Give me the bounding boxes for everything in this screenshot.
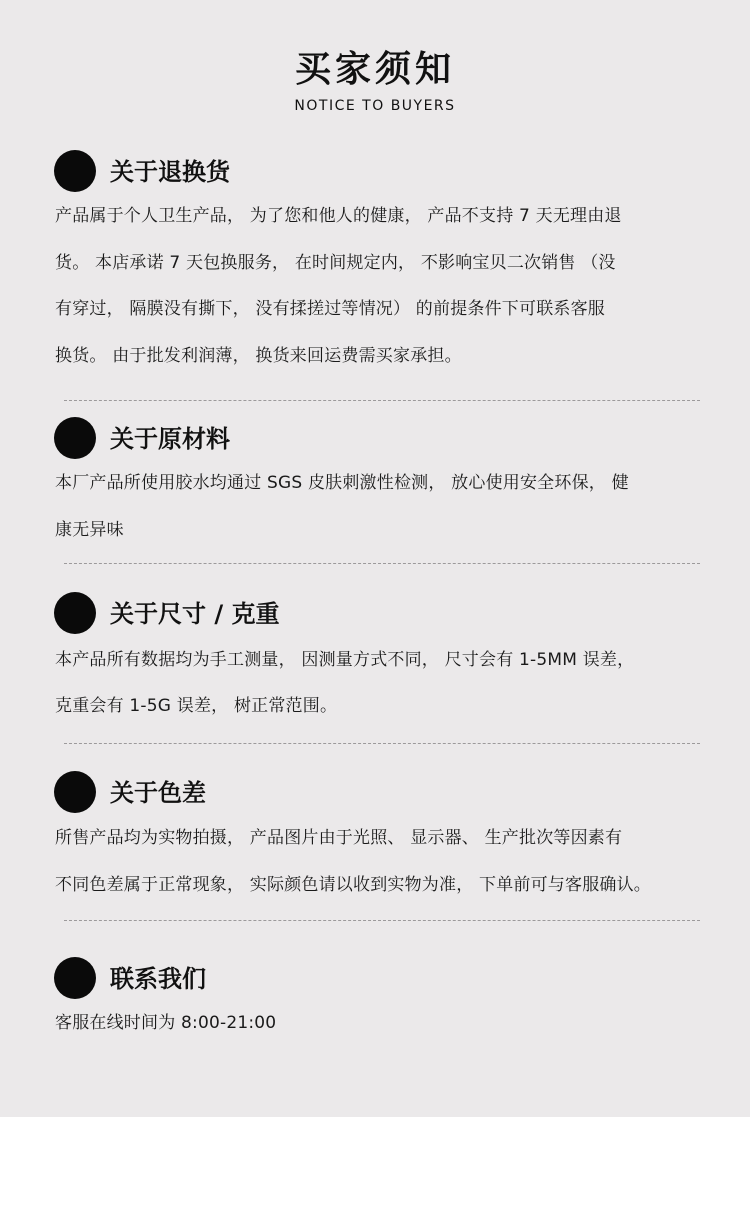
section-title: 关于退换货: [110, 158, 230, 186]
section-text-line: 有穿过， 隔膜没有撕下， 没有揉搓过等情况） 的前提条件下可联系客服: [55, 299, 606, 319]
section-text-line: 不同色差属于正常现象， 实际颜色请以收到实物为准， 下单前可与客服确认。: [55, 875, 652, 895]
dashed-divider: [64, 563, 700, 564]
dashed-divider: [64, 400, 700, 401]
page-title: 买家须知: [294, 49, 455, 90]
section-text-line: 产品属于个人卫生产品， 为了您和他人的健康， 产品不支持 7 天无理由退: [55, 206, 622, 226]
bullet-dot-icon: [54, 150, 96, 192]
section-text-line: 克重会有 1-5G 误差， 树正常范围。: [55, 696, 338, 716]
bullet-dot-icon: [54, 592, 96, 634]
section-text-line: 康无异味: [55, 520, 124, 540]
bullet-dot-icon: [54, 417, 96, 459]
section-text-line: 本产品所有数据均为手工测量， 因测量方式不同， 尺寸会有 1-5MM 误差，: [55, 650, 635, 670]
contact-hours-text: 客服在线时间为 8:00-21:00: [55, 1013, 277, 1033]
section-title: 关于原材料: [110, 425, 230, 453]
dashed-divider: [64, 743, 700, 744]
bullet-dot-icon: [54, 957, 96, 999]
section-title: 关于色差: [110, 779, 206, 807]
section-text-line: 所售产品均为实物拍摄， 产品图片由于光照、 显示器、 生产批次等因素有: [55, 828, 623, 848]
bullet-dot-icon: [54, 771, 96, 813]
page-subtitle: NOTICE TO BUYERS: [294, 98, 456, 114]
section-text-line: 换货。 由于批发利润薄， 换货来回运费需买家承担。: [55, 346, 462, 366]
section-title: 关于尺寸 / 克重: [110, 600, 280, 628]
section-title: 联系我们: [110, 965, 206, 993]
section-text-line: 本厂产品所使用胶水均通过 SGS 皮肤刺激性检测， 放心使用安全环保， 健: [55, 473, 629, 493]
section-text-line: 货。 本店承诺 7 天包换服务， 在时间规定内， 不影响宝贝二次销售 （没: [55, 253, 616, 273]
dashed-divider: [64, 920, 700, 921]
